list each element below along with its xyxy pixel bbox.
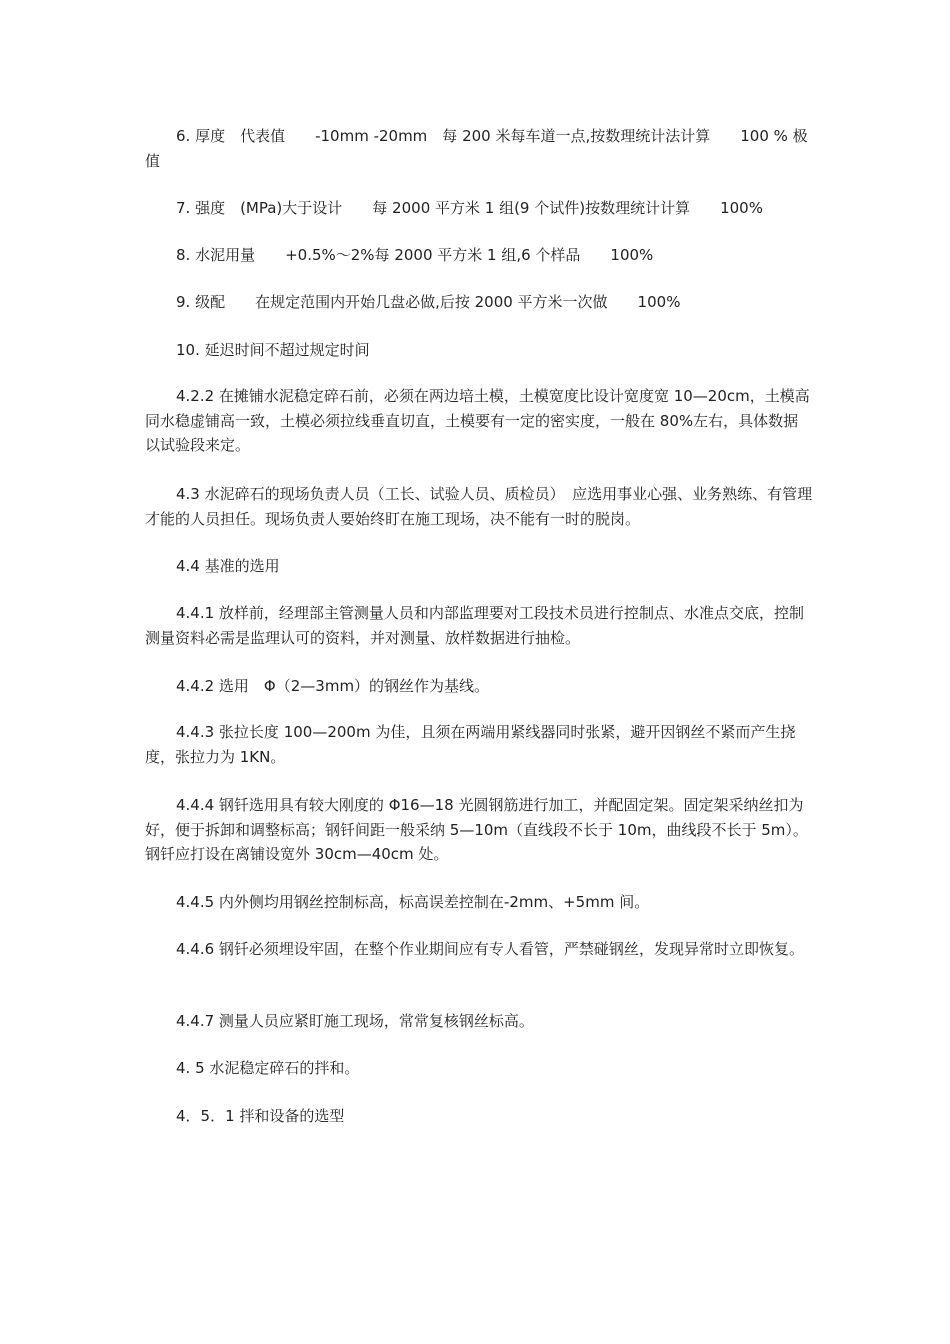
heading-4-5-1: 4．5．1 拌和设备的选型: [176, 1107, 345, 1125]
paragraph-delay-time: 10. 延迟时间不超过规定时间: [176, 341, 370, 359]
paragraph-4-4-3: 4.4.3 张拉长度 100—200m 为佳，且须在两端用紧线器同时张紧，避开因钢丝不紧而产生挠度，张拉力为 1KN。: [145, 723, 796, 766]
paragraph-cement-content: 8. 水泥用量 +0.5%～2%每 2000 平方米 1 组,6 个样品 100%: [176, 246, 654, 264]
heading-4-5: 4. 5 水泥稳定碎石的拌和。: [176, 1059, 360, 1077]
paragraph-4-4-5: 4.4.5 内外侧均用钢丝控制标高，标高误差控制在-2mm、+5mm 间。: [176, 893, 650, 911]
paragraph-4-4-6: 4.4.6 钢钎必须埋设牢固，在整个作业期间应有专人看管，严禁碰钢丝，发现异常时立即恢复。: [176, 940, 804, 958]
paragraph-4-3: 4.3 水泥碎石的现场负责人员（工长、试验人员、质检员） 应选用事业心强、业务熟练、有管理才能的人员担任。现场负责人要始终盯在施工现场，决不能有一时的脱岗。: [145, 485, 813, 528]
heading-4-4: 4.4 基准的选用: [176, 557, 280, 575]
paragraph-strength: 7. 强度 (MPa)大于设计 每 2000 平方米 1 组(9 个试件)按数理统计计算 100%: [176, 199, 763, 217]
paragraph-4-4-4: 4.4.4 钢钎选用具有较大刚度的 Φ16—18 光圆钢筋进行加工，并配固定架。固定架采纳丝扣为好，便于拆卸和调整标高；钢钎间距一般采纳 5—10m（直线段不长于 10m，曲线段不长于 5m）。钢钎应打设在离铺设宽外 30cm—40cm 处。: [145, 796, 808, 863]
paragraph-4-4-2: 4.4.2 选用 Φ（2—3mm）的钢丝作为基线。: [176, 677, 490, 695]
paragraph-thickness: 6. 厚度 代表值 -10mm -20mm 每 200 米每车道一点,按数理统计法计算 100 % 极值: [145, 127, 808, 170]
paragraph-4-2-2: 4.2.2 在摊铺水泥稳定碎石前，必须在两边培土模，土模宽度比设计宽度宽 10—20cm，土模高同水稳虚铺高一致，土模必须拉线垂直切直，土模要有一定的密实度，一般在 80%左右，具体数据以试验段来定。: [145, 387, 810, 454]
paragraph-4-4-7: 4.4.7 测量人员应紧盯施工现场，常常复核钢丝标高。: [176, 1012, 534, 1030]
paragraph-gradation: 9. 级配 在规定范围内开始几盘必做,后按 2000 平方米一次做 100%: [176, 293, 681, 311]
paragraph-4-4-1: 4.4.1 放样前，经理部主管测量人员和内部监理要对工段技术员进行控制点、水准点交底，控制测量资料必需是监理认可的资料，并对测量、放样数据进行抽检。: [145, 604, 804, 647]
